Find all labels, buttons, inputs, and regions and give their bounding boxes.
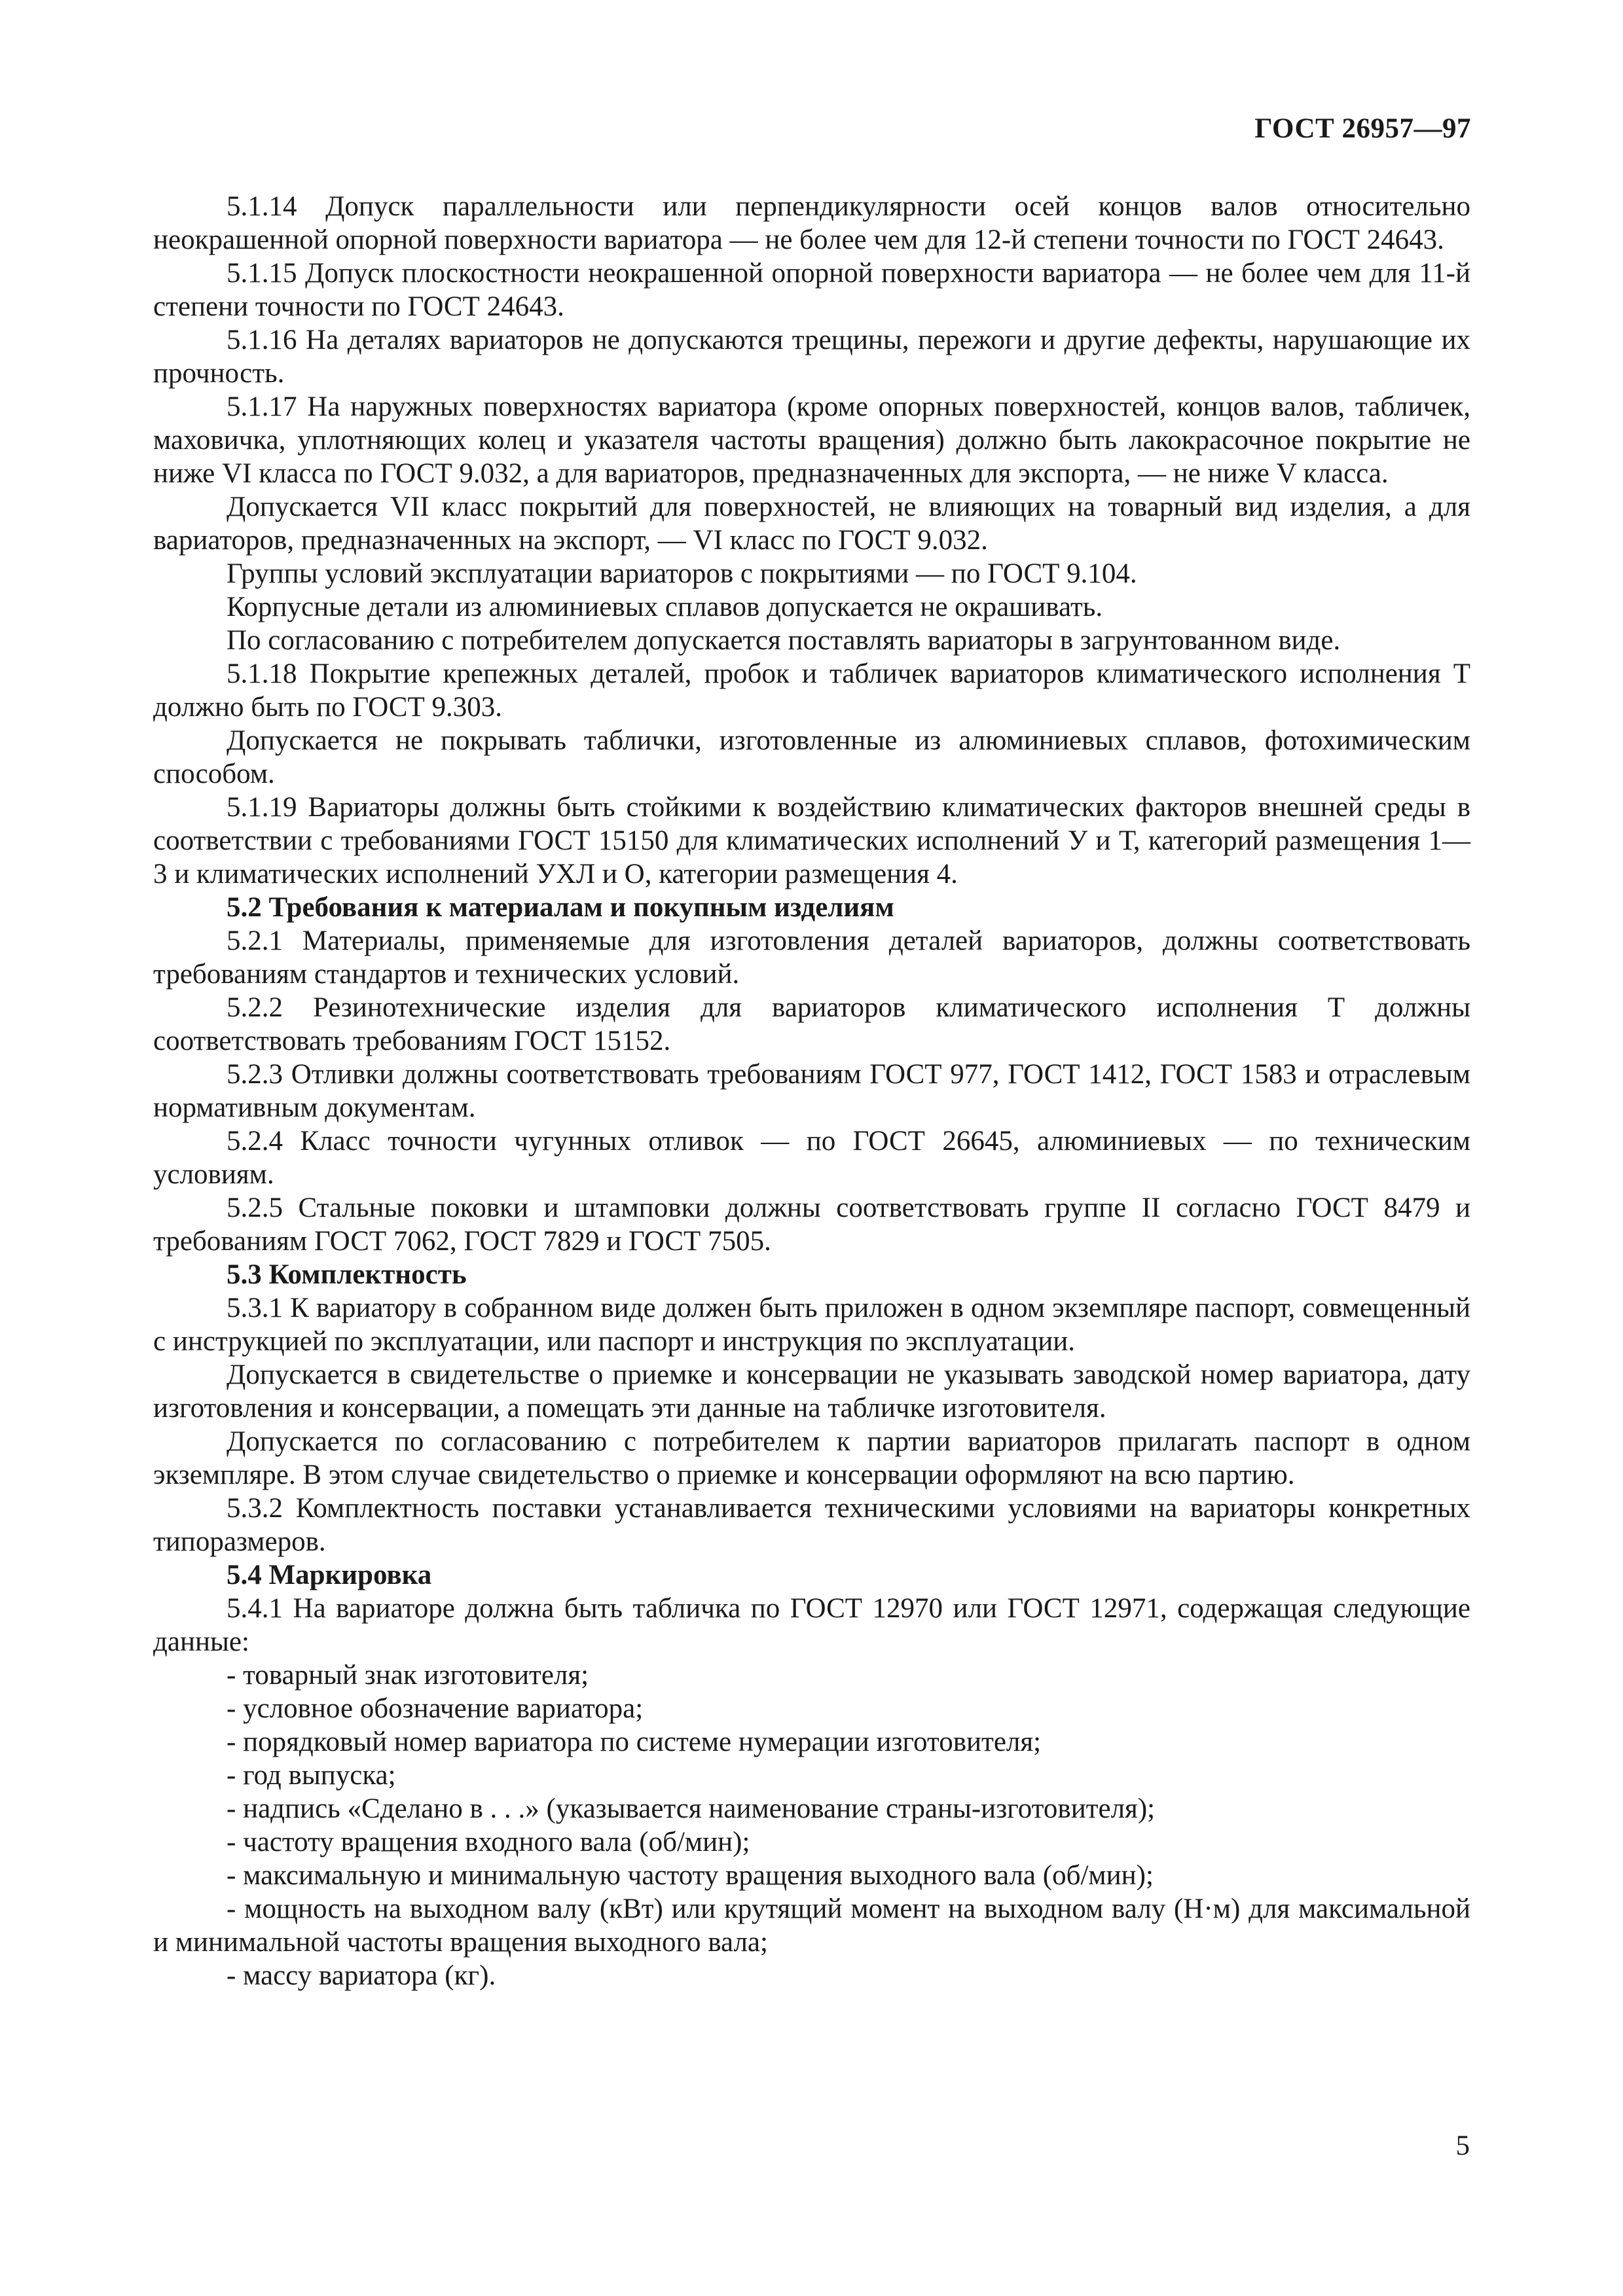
paragraph-5-1-18: 5.1.18 Покрытие крепежных деталей, пробок и табличек вариаторов климатического исполнения Т должно быть по ГОСТ 9.303. — [153, 658, 1470, 723]
list-item-input-speed: - частоту вращения входного вала (об/мин); — [227, 1827, 750, 1857]
paragraph-5-2-1: 5.2.1 Материалы, применяемые для изготовления деталей вариаторов, должны соответствовать требованиям стандартов и технических условий. — [153, 925, 1470, 990]
paragraph-5-2-3: 5.2.3 Отливки должны соответствовать требованиям ГОСТ 977, ГОСТ 1412, ГОСТ 1583 и отраслевым нормативным документам. — [153, 1059, 1470, 1123]
paragraph-5-1-15: 5.1.15 Допуск плоскостности неокрашенной опорной поверхности вариатора — не более чем для 11-й степени точности по ГОСТ 24643. — [153, 258, 1470, 322]
list-item-designation: - условное обозначение вариатора; — [227, 1693, 644, 1724]
paragraph-5-1-19: 5.1.19 Вариаторы должны быть стойкими к воздействию климатических факторов внешней среды в соответствии с требованиями ГОСТ 15150 для климатических исполнений У и Т, категорий размещения 1—3 и климатических исполнений УХЛ и О, категории размещения 4. — [153, 792, 1470, 889]
section-heading-5-2: 5.2 Требования к материалам и покупным изделиям — [227, 892, 894, 923]
list-item-year: - год выпуска; — [227, 1760, 396, 1791]
paragraph-5-3-1: 5.3.1 К вариатору в собранном виде должен быть приложен в одном экземпляре паспорт, совмещенный с инструкцией по эксплуатации, или паспорт и инструкция по эксплуатации. — [153, 1293, 1470, 1357]
paragraph-5-1-14: 5.1.14 Допуск параллельности или перпендикулярности осей концов валов относительно неокрашенной опорной поверхности вариатора — не более чем для 12-й степени точности по ГОСТ 24643. — [153, 191, 1470, 255]
paragraph-5-1-16: 5.1.16 На деталях вариаторов не допускаются трещины, пережоги и другие дефекты, нарушающие их прочность. — [153, 325, 1470, 389]
paragraph-aluminium-parts: Корпусные детали из алюминиевых сплавов допускается не окрашивать. — [227, 592, 1103, 622]
section-heading-5-4: 5.4 Маркировка — [227, 1560, 432, 1590]
page-number: 5 — [1455, 2130, 1470, 2161]
paragraph-operating-conditions: Группы условий эксплуатации вариаторов с покрытиями — по ГОСТ 9.104. — [227, 558, 1137, 589]
list-item-power-torque: - мощность на выходном валу (кВт) или крутящий момент на выходном валу (Н·м) для максимальной и минимальной частоты вращения выходного вала; — [153, 1893, 1470, 1958]
paragraph-plates-coating: Допускается не покрывать таблички, изготовленные из алюминиевых сплавов, фотохимическим способом. — [153, 725, 1470, 789]
list-item-mass: - массу вариатора (кг). — [227, 1960, 496, 1991]
document-header: ГОСТ 26957—97 — [1254, 113, 1471, 144]
paragraph-primed-delivery: По согласованию с потребителем допускается поставлять вариаторы в загрунтованном виде. — [227, 625, 1341, 656]
paragraph-5-2-2: 5.2.2 Резинотехнические изделия для вариаторов климатического исполнения Т должны соответствовать требованиям ГОСТ 15152. — [153, 992, 1470, 1056]
paragraph-5-2-4: 5.2.4 Класс точности чугунных отливок — по ГОСТ 26645, алюминиевых — по техническим условиям. — [153, 1126, 1470, 1190]
list-item-made-in: - надпись «Сделано в . . .» (указывается наименование страны-изготовителя); — [227, 1793, 1156, 1824]
paragraph-coating-class: Допускается VII класс покрытий для поверхностей, не влияющих на товарный вид изделия, а для вариаторов, предназначенных на экспорт, — VI класс по ГОСТ 9.032. — [153, 492, 1470, 556]
paragraph-batch-passport: Допускается по согласованию с потребителем к партии вариаторов прилагать паспорт в одном экземпляре. В этом случае свидетельство о приемке и консервации оформляют на всю партию. — [153, 1426, 1470, 1490]
list-item-output-speed: - максимальную и минимальную частоту вращения выходного вала (об/мин); — [227, 1860, 1154, 1891]
paragraph-5-2-5: 5.2.5 Стальные поковки и штамповки должны соответствовать группе II согласно ГОСТ 8479 и требованиям ГОСТ 7062, ГОСТ 7829 и ГОСТ 7505. — [153, 1193, 1470, 1257]
document-body — [153, 190, 1470, 1992]
list-item-trademark: - товарный знак изготовителя; — [227, 1660, 589, 1691]
paragraph-5-4-1: 5.4.1 На вариаторе должна быть табличка по ГОСТ 12970 или ГОСТ 12971, содержащая следующие данные: — [153, 1593, 1470, 1657]
paragraph-5-3-2: 5.3.2 Комплектность поставки устанавливается техническими условиями на вариаторы конкретных типоразмеров. — [153, 1493, 1470, 1557]
paragraph-5-1-17: 5.1.17 На наружных поверхностях вариатора (кроме опорных поверхностей, концов валов, табличек, маховичка, уплотняющих колец и указателя частоты вращения) должно быть лакокрасочное покрытие не ниже VI класса по ГОСТ 9.032, а для вариаторов, предназначенных для экспорта, — не ниже V класса. — [153, 391, 1470, 489]
section-heading-5-3: 5.3 Комплектность — [227, 1259, 467, 1290]
paragraph-certificate-data: Допускается в свидетельстве о приемке и консервации не указывать заводской номер вариатора, дату изготовления и консервации, а помещать эти данные на табличке изготовителя. — [153, 1359, 1470, 1424]
list-item-serial-number: - порядковый номер вариатора по системе нумерации изготовителя; — [227, 1727, 1042, 1757]
